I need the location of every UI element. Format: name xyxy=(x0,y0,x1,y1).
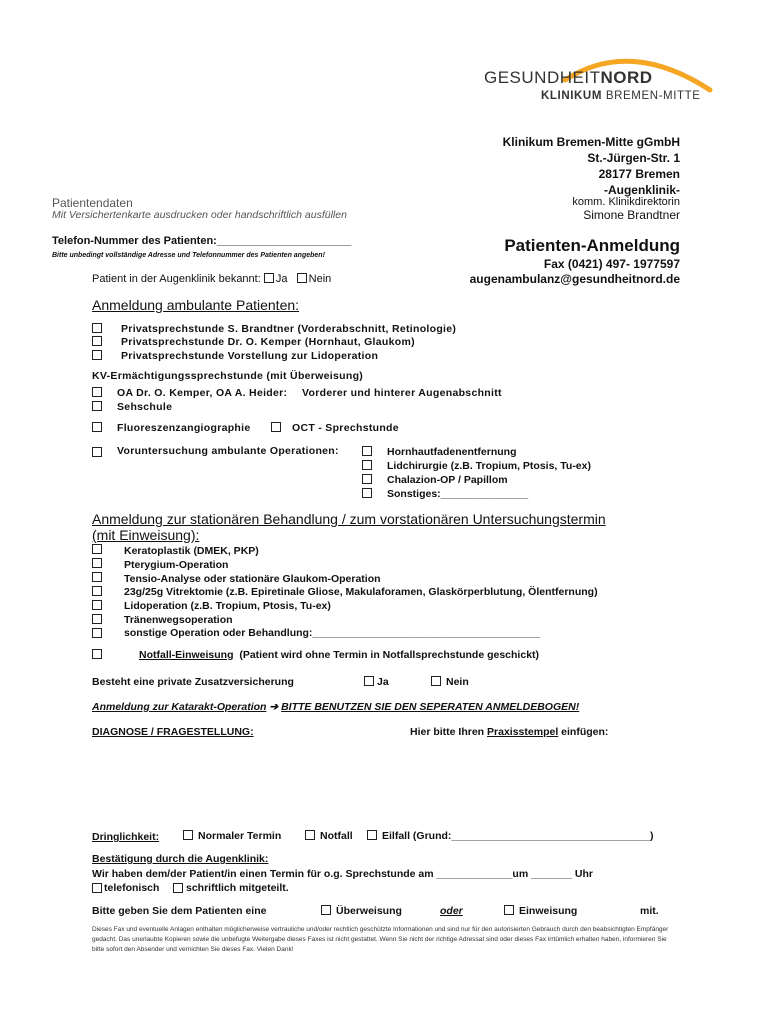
known-nein-checkbox[interactable] xyxy=(297,273,307,283)
notfall-einweisung-checkbox[interactable] xyxy=(92,649,102,659)
diagnose-label: DIAGNOSE / FRAGESTELLUNG: xyxy=(92,726,254,738)
phone-label: Telefon-Nummer des Patienten:______________________ xyxy=(52,235,352,247)
stat-item-1: Keratoplastik (DMEK, PKP) xyxy=(124,545,259,557)
dringlichkeit-label: Dringlichkeit: xyxy=(92,831,160,843)
stat-item-4-checkbox[interactable] xyxy=(92,586,102,596)
known-row xyxy=(92,273,331,285)
stat-item-7-checkbox[interactable] xyxy=(92,628,102,638)
stat-item-5: Lidoperation (z.B. Tropium, Ptosis, Tu-ex) xyxy=(124,600,331,612)
kv-item-2: Sehschule xyxy=(117,401,173,413)
kv-item-1-checkbox[interactable] xyxy=(92,387,102,397)
normal-termin-checkbox[interactable] xyxy=(183,830,193,840)
ambulant-item-1-checkbox[interactable] xyxy=(92,323,102,333)
ambulant-item-2-checkbox[interactable] xyxy=(92,336,102,346)
telefonisch-checkbox[interactable] xyxy=(92,883,102,893)
oder-label: oder xyxy=(440,905,463,917)
notfall-einweisung xyxy=(139,649,539,661)
anmeldung-email: augenambulanz@gesundheitnord.de xyxy=(469,272,680,286)
address-name: Simone Brandtner xyxy=(583,208,680,222)
oct-checkbox[interactable] xyxy=(271,422,281,432)
op-4: Sonstiges:_______________ xyxy=(387,488,529,500)
ueberweisung-checkbox[interactable] xyxy=(321,905,331,915)
katarakt-line xyxy=(92,701,579,713)
logo-line1: GESUNDHEITNORD xyxy=(484,68,653,87)
zusatz-label: Besteht eine private Zusatzversicherung xyxy=(92,676,294,688)
zusatz-nein-checkbox[interactable] xyxy=(431,676,441,686)
eilfall-label: Eilfall (Grund:__________________________________) xyxy=(382,830,654,842)
vorunt-label: Voruntersuchung ambulante Operationen: xyxy=(117,445,339,457)
stat-item-4: 23g/25g Vitrektomie (z.B. Epiretinale Gliose, Makulaforamen, Glaskörperblutung, Ölentfernung) xyxy=(124,586,598,598)
fluor-label: Fluoreszenzangiographie xyxy=(117,422,251,434)
kv-item-1b: Vorderer und hinterer Augenabschnitt xyxy=(302,387,502,399)
address-block xyxy=(503,134,680,198)
arrow-right-icon: ➔ xyxy=(269,701,279,713)
patient-title: Patientendaten xyxy=(52,196,133,210)
zusatz-ja-checkbox[interactable] xyxy=(364,676,374,686)
bitte-label: Bitte geben Sie dem Patienten eine xyxy=(92,905,267,917)
stationaer-title-1: Anmeldung zur stationären Behandlung / zum vorstationären Untersuchungstermin xyxy=(92,511,606,527)
anmeldung-title: Patienten-Anmeldung xyxy=(504,236,680,255)
notfall-einweisung-label: Notfall-Einweisung xyxy=(139,649,234,661)
eilfall-checkbox[interactable] xyxy=(367,830,377,840)
known-label: Patient in der Augenklinik bekannt: xyxy=(92,273,261,285)
stat-item-5-checkbox[interactable] xyxy=(92,600,102,610)
katarakt-label: Anmeldung zur Katarakt-Operation xyxy=(92,701,267,713)
stat-item-2-checkbox[interactable] xyxy=(92,558,102,568)
stat-item-3: Tensio-Analyse oder stationäre Glaukom-Operation xyxy=(124,573,381,585)
einweisung-checkbox[interactable] xyxy=(504,905,514,915)
vorunt-checkbox[interactable] xyxy=(92,447,102,457)
op-3: Chalazion-OP / Papillom xyxy=(387,474,508,486)
stat-item-6: Tränenwegsoperation xyxy=(124,614,233,626)
known-ja-checkbox[interactable] xyxy=(264,273,274,283)
zusatz-nein-label: Nein xyxy=(446,676,469,688)
op-3-checkbox[interactable] xyxy=(362,474,372,484)
anmeldung-fax: Fax (0421) 497- 1977597 xyxy=(543,257,680,271)
ambulant-title: Anmeldung ambulante Patienten: xyxy=(92,297,300,313)
logo-line2: KLINIKUM BREMEN-MITTE xyxy=(541,90,701,102)
op-2-checkbox[interactable] xyxy=(362,460,372,470)
stat-item-1-checkbox[interactable] xyxy=(92,544,102,554)
address-role: komm. Klinikdirektorin xyxy=(572,196,680,208)
known-ja-label: Ja xyxy=(275,273,288,285)
address-street: St.-Jürgen-Str. 1 xyxy=(587,151,680,165)
ambulant-item-3-checkbox[interactable] xyxy=(92,350,102,360)
stat-item-3-checkbox[interactable] xyxy=(92,572,102,582)
katarakt-note: BITTE BENUTZEN SIE DEN SEPERATEN ANMELDEBOGEN! xyxy=(281,701,580,713)
address-city: 28177 Bremen xyxy=(598,167,680,181)
normal-termin-label: Normaler Termin xyxy=(198,830,282,842)
stat-item-2: Pterygium-Operation xyxy=(124,559,229,571)
stationaer-title-2: (mit Einweisung): xyxy=(92,527,200,543)
telefonisch-label: telefonisch xyxy=(104,882,160,894)
phone-note: Bitte unbedingt vollständige Adresse und Telefonnummer des Patienten angeben! xyxy=(52,252,325,259)
stat-item-6-checkbox[interactable] xyxy=(92,614,102,624)
mit-label: mit. xyxy=(640,905,659,917)
address-dept: -Augenklinik- xyxy=(603,183,680,197)
einweisung-label: Einweisung xyxy=(519,905,578,917)
disclaimer: Dieses Fax und eventuelle Anlagen enthalten möglicherweise vertrauliche und/oder rechtlich geschützte Informationen und sind nur für den autorisierten Gebrauch durch den beabsichtigten Empfänger gedacht. Das unerlaubte Kopieren sowie die unbefugte Weitergabe dieses Faxes ist nicht gestattet. Wenn Sie nicht der richtige Adressat sind oder dieses Fax irrtümlich erhalten haben, informieren Sie bitte sofort den Absender und vernichten Sie dieses Fax. Vielen Dank! xyxy=(92,926,669,953)
kv-item-1a: OA Dr. O. Kemper, OA A. Heider: xyxy=(117,387,288,399)
ambulant-item-2: Privatsprechstunde Dr. O. Kemper (Hornhaut, Glaukom) xyxy=(121,336,415,348)
schriftlich-label: schriftlich mitgeteilt. xyxy=(186,882,289,894)
bestaetigung-title: Bestätigung durch die Augenklinik: xyxy=(92,853,269,865)
bestaetigung-line1: Wir haben dem/der Patient/in einen Termin für o.g. Sprechstunde am _____________um _______ Uhr xyxy=(92,868,593,880)
stempel-label: Hier bitte Ihren Praxisstempel einfügen: xyxy=(410,726,609,738)
op-4-checkbox[interactable] xyxy=(362,488,372,498)
notfall-checkbox[interactable] xyxy=(305,830,315,840)
fluor-checkbox[interactable] xyxy=(92,422,102,432)
ueberweisung-label: Überweisung xyxy=(336,905,402,917)
ambulant-item-3: Privatsprechstunde Vorstellung zur Lidoperation xyxy=(121,350,379,362)
oct-label: OCT - Sprechstunde xyxy=(292,422,399,434)
ambulant-item-1: Privatsprechstunde S. Brandtner (Vorderabschnitt, Retinologie) xyxy=(121,323,457,335)
stat-item-7: sonstige Operation oder Behandlung:_______________________________________ xyxy=(124,627,541,639)
zusatz-ja-label: Ja xyxy=(377,676,389,688)
op-1-checkbox[interactable] xyxy=(362,446,372,456)
op-2: Lidchirurgie (z.B. Tropium, Ptosis, Tu-ex) xyxy=(387,460,591,472)
notfall-einweisung-note: (Patient wird ohne Termin in Notfallsprechstunde geschickt) xyxy=(239,649,540,661)
schriftlich-checkbox[interactable] xyxy=(173,883,183,893)
known-nein-label: Nein xyxy=(308,273,332,285)
kv-item-2-checkbox[interactable] xyxy=(92,401,102,411)
kv-title: KV-Ermächtigungssprechstunde (mit Überweisung) xyxy=(92,370,364,382)
address-org: Klinikum Bremen-Mitte gGmbH xyxy=(502,135,680,149)
patient-subtitle: Mit Versichertenkarte ausdrucken oder handschriftlich ausfüllen xyxy=(52,209,347,221)
op-1: Hornhautfadenentfernung xyxy=(387,446,517,458)
notfall-label: Notfall xyxy=(320,830,353,842)
